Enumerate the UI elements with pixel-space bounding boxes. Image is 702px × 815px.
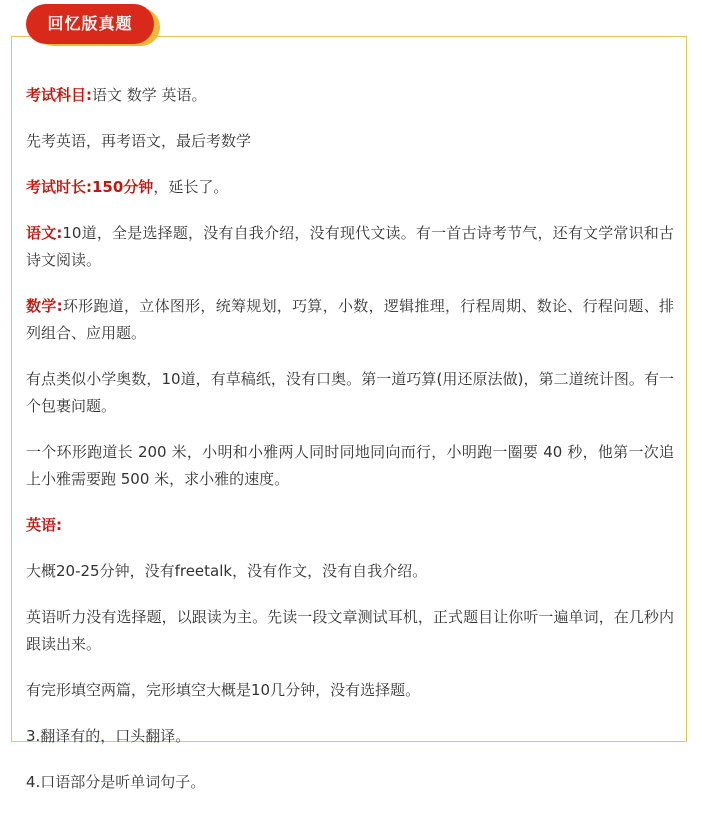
paragraph-chinese: [26, 220, 674, 274]
text-math-example: 一个环形跑道长 200 米，小明和小雅两人同时同地同向而行，小明跑一圈要 40 秒，他第一次追上小雅需要跑 500 米，求小雅的速度。: [26, 443, 674, 488]
label-subjects: 考试科目:: [26, 86, 92, 104]
text-english-translation: 3.翻译有的，口头翻译。: [26, 727, 191, 745]
paragraph-duration: [26, 174, 674, 201]
section-badge: [26, 4, 162, 48]
label-english: 英语:: [26, 516, 62, 534]
label-chinese: 语文:: [26, 224, 63, 242]
text-english-oral: 4.口语部分是听单词句子。: [26, 773, 206, 791]
paragraph-english-translation: [26, 723, 674, 750]
article-body: [26, 82, 674, 815]
paragraph-english-cloze: [26, 677, 674, 704]
badge-title: 回忆版真题: [26, 4, 154, 44]
paragraph-english-listening: [26, 604, 674, 658]
paragraph-english-oral: [26, 769, 674, 796]
text-duration: ，延长了。: [153, 178, 229, 196]
text-english-duration: 大概20-25分钟，没有freetalk，没有作文，没有自我介绍。: [26, 562, 428, 580]
text-math-detail: 有点类似小学奥数，10道，有草稿纸，没有口奥。第一道巧算(用还原法做)，第二道统计图。有一个包裹问题。: [26, 370, 674, 415]
label-duration: 考试时长:150分钟: [26, 178, 154, 196]
paragraph-order: [26, 128, 674, 155]
paragraph-math-detail: [26, 366, 674, 420]
paragraph-english: [26, 512, 674, 539]
text-english-listening: 英语听力没有选择题，以跟读为主。先读一段文章测试耳机，正式题目让你听一遍单词，在几秒内跟读出来。: [26, 608, 674, 653]
paragraph-english-duration: [26, 558, 674, 585]
text-subjects: 语文 数学 英语。: [92, 86, 207, 104]
text-math: 环形跑道，立体图形，统筹规划，巧算，小数，逻辑推理，行程周期、数论、行程问题、排列组合、应用题。: [26, 297, 674, 342]
paragraph-subjects: [26, 82, 674, 109]
paragraph-math-example: [26, 439, 674, 493]
text-order: 先考英语，再考语文，最后考数学: [26, 132, 252, 150]
text-chinese: 10道，全是选择题，没有自我介绍，没有现代文读。有一首古诗考节气，还有文学常识和古诗文阅读。: [26, 224, 675, 269]
text-english-cloze: 有完形填空两篇，完形填空大概是10几分钟，没有选择题。: [26, 681, 421, 699]
label-math: 数学:: [26, 297, 63, 315]
paragraph-math: [26, 293, 674, 347]
